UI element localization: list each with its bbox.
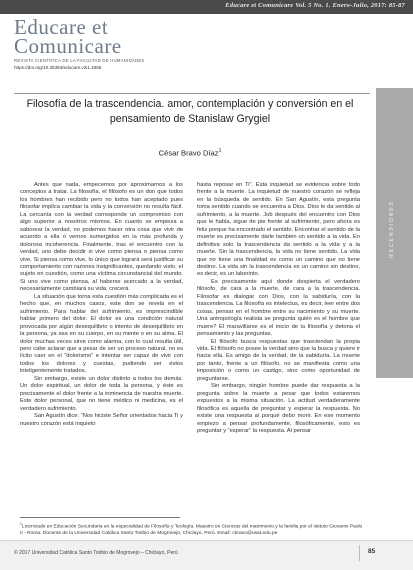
paragraph: hasta reposar en Ti”. Esta inquietud se evidencia sobre todo frente a la muerte. La inquietud de nuestro corazón se refleja en la búsqueda de sentido. En San Agustín, esta pregunta toma sentido cuando se encuentra a Dios. Dios le da sentido al sufrimiento, a la muerte. Job después del encuentro con Dios que le habla, sigue de pie frente al sufrimiento, pero ahora es feliz porque ha encontrado el sentido. Encontrar el sentido de la muerte es precisamente darle también un sentido a la vida. En definitiva solo la trascendencia da sentido a la vida y a la muerte. Sin la trascendencia, la vida no tiene sentido. La vida que no tiene una finalidad es como un camino que no tiene destino. La vida sin la trascendencia es un camino sin destino, es decir, es un laberinto.	[197, 182, 360, 278]
article-author	[20, 148, 360, 158]
logo-line-1: Educare et	[14, 15, 109, 39]
page-footer	[0, 540, 413, 570]
paragraph: El filósofo busca respuestas que trasciendan la propia vida. El filósofo no posee la verdad sino que la busca y quiere ir hacia ella. Es amigo de la verdad, de la sabiduría. La muerte por tanto, frente a un filósofo, no se manifiesta como una imposición o como un castigo, sino como oportunidad de preguntarse.	[197, 338, 360, 382]
header-divider	[14, 93, 370, 94]
paragraph: La situación que torna esta cuestión más complicada es el hecho que, en muchos casos, este don se revela en el sufrimiento. Para hablar del sufrimiento, es imprescindible hablar primero del dolor. El dolor es una condición natural provocada por algún desequilibrio o intento de desequilibrio en la persona, ya sea en su cuerpo, en su mente o en su alma. El dolor muchas veces sirve como alarma, con lo cual resulta útil, pero cabe aclarar que a pesar de ser un proceso natural, no es lícito caer en el “dolorismo” e intentar ser capaz de vivir con todos los dolores y cuestas, pudiendo ser éstos inteligentemente tratados.	[20, 293, 183, 375]
section-side-tab	[376, 88, 413, 378]
footnote-mark: 1	[20, 522, 22, 526]
body-column-right	[197, 182, 360, 435]
logo-line-2: Comunicare	[14, 34, 122, 58]
journal-logo	[14, 15, 214, 74]
body-column-left	[20, 182, 183, 428]
author-footnote-mark[interactable]: 1	[218, 148, 222, 154]
logo-subtitle: REVISTA CIENTÍFICA DE LA FACULTAD DE HUMANIDADES	[14, 58, 145, 63]
page-number: 85	[368, 548, 376, 555]
footnote-divider	[20, 517, 180, 518]
journal-header-bar	[0, 0, 413, 14]
paragraph: Antes que nada, empecemos por aproximarnos a los conceptos a tratar. La filosofía, el filósofo es un don que todos los hombres han recibido pero no todos han aceptado pues filosofar implica cambiar la vida y la conversión no resulta fácil. La cercanía con la verdad corresponde un compromiso con algo superior a nosotros mismos. En cuanto se empieza a saborear la verdad, no podemos hacer otra cosa que vivir de acuerdo a ella o vernos sumergidos en la más profunda y dolorosa incoherencia. Finalmente, tras el encuentro con la verdad, uno debe decidir si vive como piensa o piensa como vive. Si piensa como vive, lo único que logrará será justificar su comportamiento con razones insignificantes, quedando visto, el sujeto en cuestión, como una víctima circunstancial del mundo. Si uno vive como piensa, al haberse acercado a la verdad, necesariamente cambiará su vida, crecerá.	[20, 182, 183, 293]
section-label: RECENSIONES	[389, 200, 395, 258]
copyright-notice: © 2017 Universidad Católica Santo Toribio de Mogrovejo – Chiclayo, Perú	[14, 550, 178, 556]
article-title: Filosofía de la trascendencia. amor, contemplación y conversión en el pensamiento de Stanislaw Grygiel	[26, 98, 354, 125]
footer-divider	[359, 545, 360, 561]
paragraph: Es precisamente aquí donde despierta el verdadero filósofo, de cara a la muerte, de cara a la trascendencia. Filosofar es dialogar con Dios, con la sabiduría, con la trascendencia. La filosofía es intelectus, es decir, leer entre dos cosas, pensar en el hombre entre su nacimiento y su muerte. Una antropología realista se pregunta quién es el hombre que muere? El maravillarse es el inicio de la filosofía y detona el pensamiento y las preguntas.	[197, 278, 360, 338]
paragraph: San Agustín dice: “Nos hiciste Señor orientados hacia Ti y nuestro corazón está inquieto	[20, 413, 183, 427]
paragraph: Sin embargo, ningún hombre puede dar respuesta a la pregunta sobre la muerte a pesar que todos estaremos expuestos a la misma situación. La actitud verdaderamente filosófica es aquella de preguntar y esperar la respuesta. No existe una respuesta al porqué debo morir. En ese momento empiezo a pensar profundamente, filosóficamente, esto es preguntar y “esperar” la respuesta. Al pensar	[197, 383, 360, 434]
footnote	[20, 521, 365, 537]
footnote-text: Licenciado en Educación Secundaria en la especialidad de Filosofía y Teología. Maestro en Ciencias del matrimonio y la familia por el Istituto Giovanni Paolo II - Roma. Docente de la Universidad Católica Santo Toribio de Mogrovejo, Chiclayo, Perú. Email: cbravo@usat.edu.pe	[20, 524, 363, 536]
author-name: César Bravo Díaz	[158, 148, 219, 158]
journal-running-title: Educare et Comunicare Vol. 5 No. 1. Enero-Julio, 2017: 85-87	[225, 2, 405, 9]
doi-link[interactable]: https://doi.org/10.35383/educare.v2i1.1865	[14, 65, 102, 70]
paragraph: Sin embargo, existe un dolor distinto a todos los demás. Un dolor espiritual, un dolor de toda la persona, y éste es precisamente el dolor frente a la inminencia de nuestra muerte. Este dolor personal, que no tiene médico ni medicina, es el verdadero sufrimiento.	[20, 375, 183, 412]
